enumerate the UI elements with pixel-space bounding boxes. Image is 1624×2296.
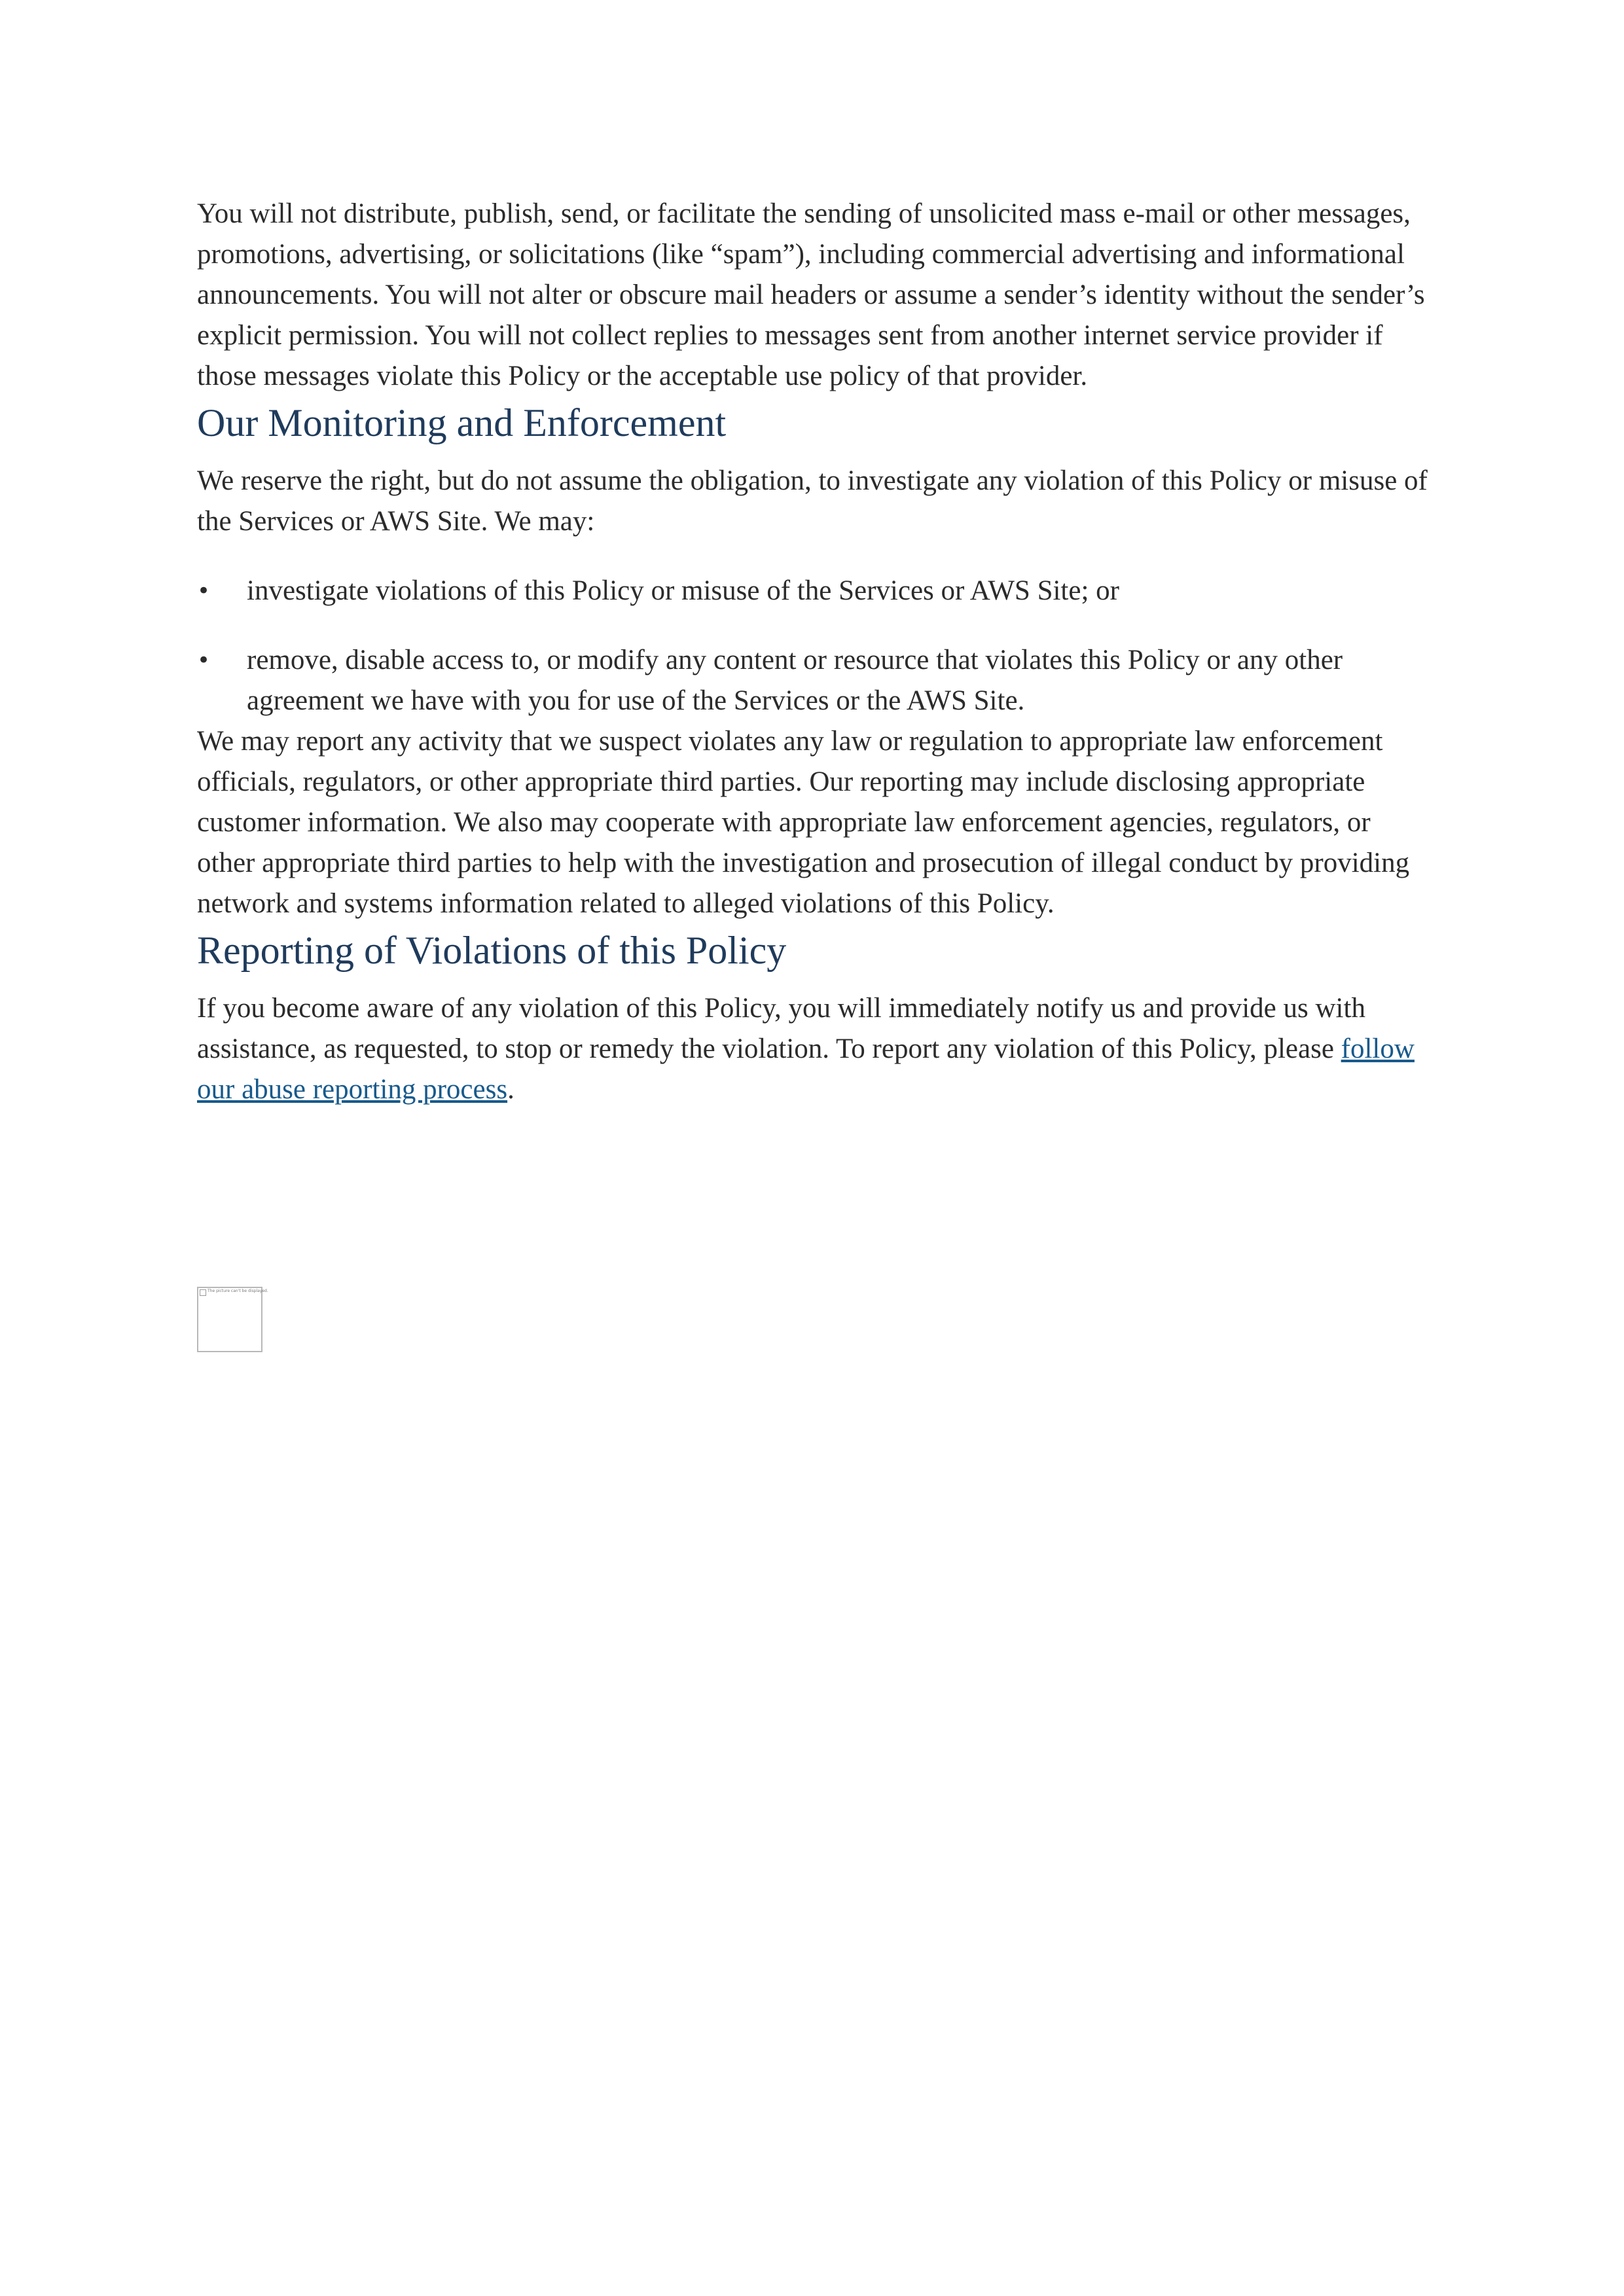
- reporting-text: If you become aware of any violation of this Policy, you will immediately notify us and provide us with assistance, as requested, to stop or remedy the violation. To report any violation of this Policy, please: [197, 993, 1365, 1064]
- intro-paragraph: You will not distribute, publish, send, or facilitate the sending of unsolicited mass e-mail or other messages, promotions, advertising, or solicitations (like “spam”), including commercial advertising and informational announcements. You will not alter or obscure mail headers or assume a sender’s identity without the sender’s explicit permission. You will not collect replies to messages sent from another internet service provider if those messages violate this Policy or the acceptable use policy of that provider.: [197, 198, 1425, 391]
- image-alt-text: The picture can't be displayed.: [208, 1289, 268, 1293]
- reporting-paragraph: [197, 988, 1434, 1110]
- list-item: [197, 571, 1434, 611]
- monitoring-heading: Our Monitoring and Enforcement: [197, 401, 727, 444]
- list-item-text: remove, disable access to, or modify any content or resource that violates this Policy or any other agreement we have with you for use of the Services or the AWS Site.: [247, 645, 1343, 716]
- list-item-text: investigate violations of this Policy or misuse of the Services or AWS Site; or: [247, 575, 1119, 606]
- bullet-icon: •: [197, 647, 211, 673]
- monitoring-intro-paragraph: We reserve the right, but do not assume the obligation, to investigate any violation of this Policy or misuse of the Services or AWS Site. We may:: [197, 465, 1428, 537]
- bullet-icon: •: [197, 578, 211, 604]
- abuse-reporting-link[interactable]: follow our abuse reporting process: [197, 1033, 1415, 1105]
- broken-image-placeholder: [197, 1287, 268, 1352]
- monitoring-bullet-list: [197, 571, 1434, 721]
- document-content: [197, 194, 1434, 1110]
- reporting-heading: Reporting of Violations of this Policy: [197, 929, 787, 972]
- list-item: [197, 640, 1434, 721]
- reporting-text-end: .: [507, 1074, 514, 1105]
- broken-image-icon: [200, 1289, 206, 1296]
- monitoring-closing-paragraph: We may report any activity that we suspect violates any law or regulation to appropriate law enforcement officials, regulators, or other appropriate third parties. Our reporting may include disclosing appropriate customer information. We also may cooperate with appropriate law enforcement agencies, regulators, or other appropriate third parties to help with the investigation and prosecution of illegal conduct by providing network and systems information related to alleged violations of this Policy.: [197, 726, 1410, 919]
